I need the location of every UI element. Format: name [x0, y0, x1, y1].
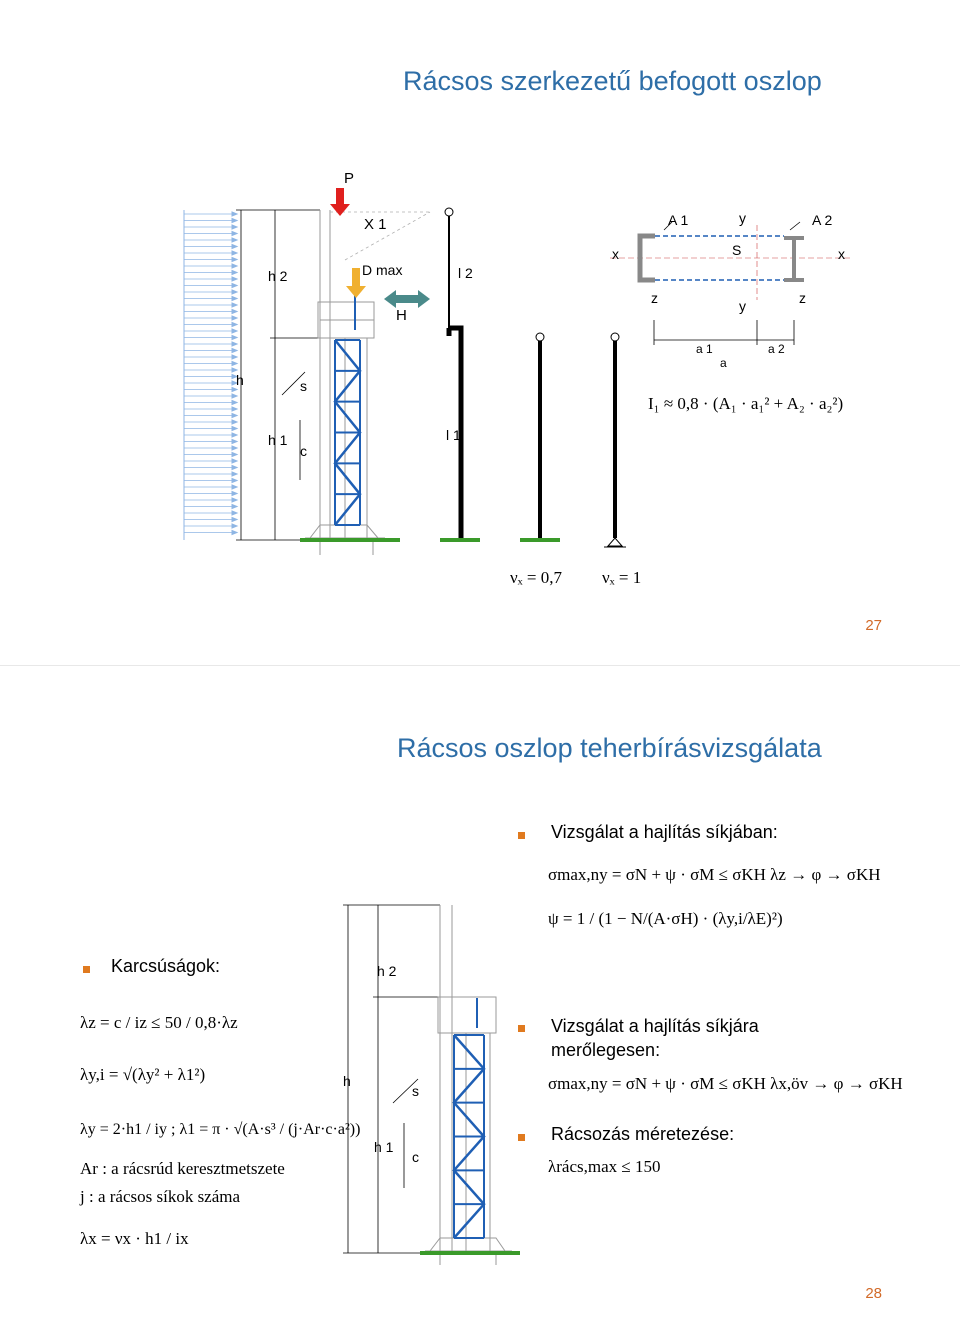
- label-Dmax: D max: [362, 262, 403, 278]
- formula-nu-a: νₓ = 0,7: [510, 568, 562, 587]
- label-y-top: y: [739, 210, 746, 226]
- label-h2: h 2: [268, 268, 288, 284]
- bullet-lattice-design: Rácsozás méretezése:: [551, 1124, 735, 1144]
- column-diagram: [0, 0, 960, 665]
- label-y-bottom: y: [739, 298, 746, 314]
- wind-load-arrows: [184, 212, 237, 535]
- bullet-out-plane-1: Vizsgálat a hajlítás síkjára: [551, 1016, 759, 1036]
- desc-Ar: Ar : a rácsrúd keresztmetszete: [80, 1159, 285, 1178]
- label-P: P: [344, 170, 355, 187]
- formula-inertia: I₁ ≈ 0,8 · (A₁ · a₁² + A₂ · a₂²): [648, 394, 844, 413]
- buckling-model-1: [445, 208, 461, 538]
- label-l1: l 1: [446, 427, 461, 443]
- bullet-out-plane-2: merőlegesen:: [551, 1040, 661, 1060]
- label-h1: h 1: [374, 1139, 394, 1155]
- formula-sigma-out-plane: σmax,ny = σN + ψ · σM ≤ σKH λx,öv → φ → σKH: [548, 1074, 903, 1093]
- formula-psi: ψ = 1 / (1 − N/(A·σH) · (λy,i/λE)²): [548, 909, 783, 928]
- ground-1: [300, 538, 400, 542]
- label-A2: A 2: [812, 212, 833, 228]
- lattice-bracing-2: [454, 1035, 484, 1238]
- bullet-in-plane: Vizsgálat a hajlítás síkjában:: [551, 822, 778, 842]
- formula-lambda-yi: λy,i = √(λy² + λ1²): [80, 1065, 206, 1084]
- bullet-icon: [83, 966, 90, 973]
- label-z-right: z: [799, 290, 806, 306]
- label-h: h: [236, 372, 244, 388]
- bullet-icon: [518, 832, 525, 839]
- buckling-model-2: [536, 333, 544, 538]
- buckling-model-3: [604, 333, 626, 547]
- label-a2: a 2: [768, 342, 785, 356]
- formula-lambda-x: λx = νx · h1 / ix: [80, 1229, 189, 1248]
- label-z-left: z: [651, 290, 658, 306]
- label-h: h: [343, 1073, 351, 1089]
- bullet-icon: [518, 1134, 525, 1141]
- slide-28: [0, 673, 960, 1338]
- formula-nu-b: νₓ = 1: [602, 568, 642, 587]
- slide-27: [0, 0, 960, 665]
- page-number: 27: [865, 617, 882, 634]
- label-A1: A 1: [668, 212, 689, 228]
- label-a: a: [720, 356, 727, 370]
- load-H-icon: [384, 290, 430, 308]
- slide-title: Rácsos szerkezetű befogott oszlop: [403, 66, 822, 96]
- slide-title: Rácsos oszlop teherbírásvizsgálata: [397, 733, 822, 763]
- formula-lambda-y: λy = 2·h1 / iy ; λ1 = π · √(A·s³ / (j·Ar·c·a²)): [80, 1121, 361, 1138]
- label-c: c: [300, 443, 307, 459]
- label-c: c: [412, 1149, 419, 1165]
- label-x-right: x: [838, 246, 845, 262]
- label-l2: l 2: [458, 265, 473, 281]
- formula-lambda-racs: λrács,max ≤ 150: [548, 1157, 661, 1176]
- desc-j: j : a rácsos síkok száma: [80, 1187, 241, 1206]
- bullet-slenderness: Karcsúságok:: [111, 956, 221, 976]
- formula-sigma-in-plane: σmax,ny = σN + ψ · σM ≤ σKH λz → φ → σKH: [548, 865, 881, 884]
- page-number: 28: [865, 1285, 882, 1302]
- lattice-bracing: [335, 340, 360, 525]
- dimension-lines: [236, 210, 320, 540]
- label-S: S: [732, 242, 742, 258]
- bullet-icon: [518, 1025, 525, 1032]
- label-s: s: [412, 1083, 419, 1099]
- label-a1: a 1: [696, 342, 713, 356]
- formula-lambda-z: λz = c / iz ≤ 50 / 0,8·λz: [80, 1013, 238, 1032]
- label-X1: X 1: [364, 216, 387, 233]
- label-H: H: [396, 307, 407, 324]
- label-h2: h 2: [377, 963, 397, 979]
- dimension-lines-2: [343, 905, 440, 1253]
- label-h1: h 1: [268, 432, 288, 448]
- ground-2: [420, 1251, 520, 1255]
- cross-section: [610, 222, 850, 345]
- label-s: s: [300, 378, 307, 394]
- label-x-left: x: [612, 246, 619, 262]
